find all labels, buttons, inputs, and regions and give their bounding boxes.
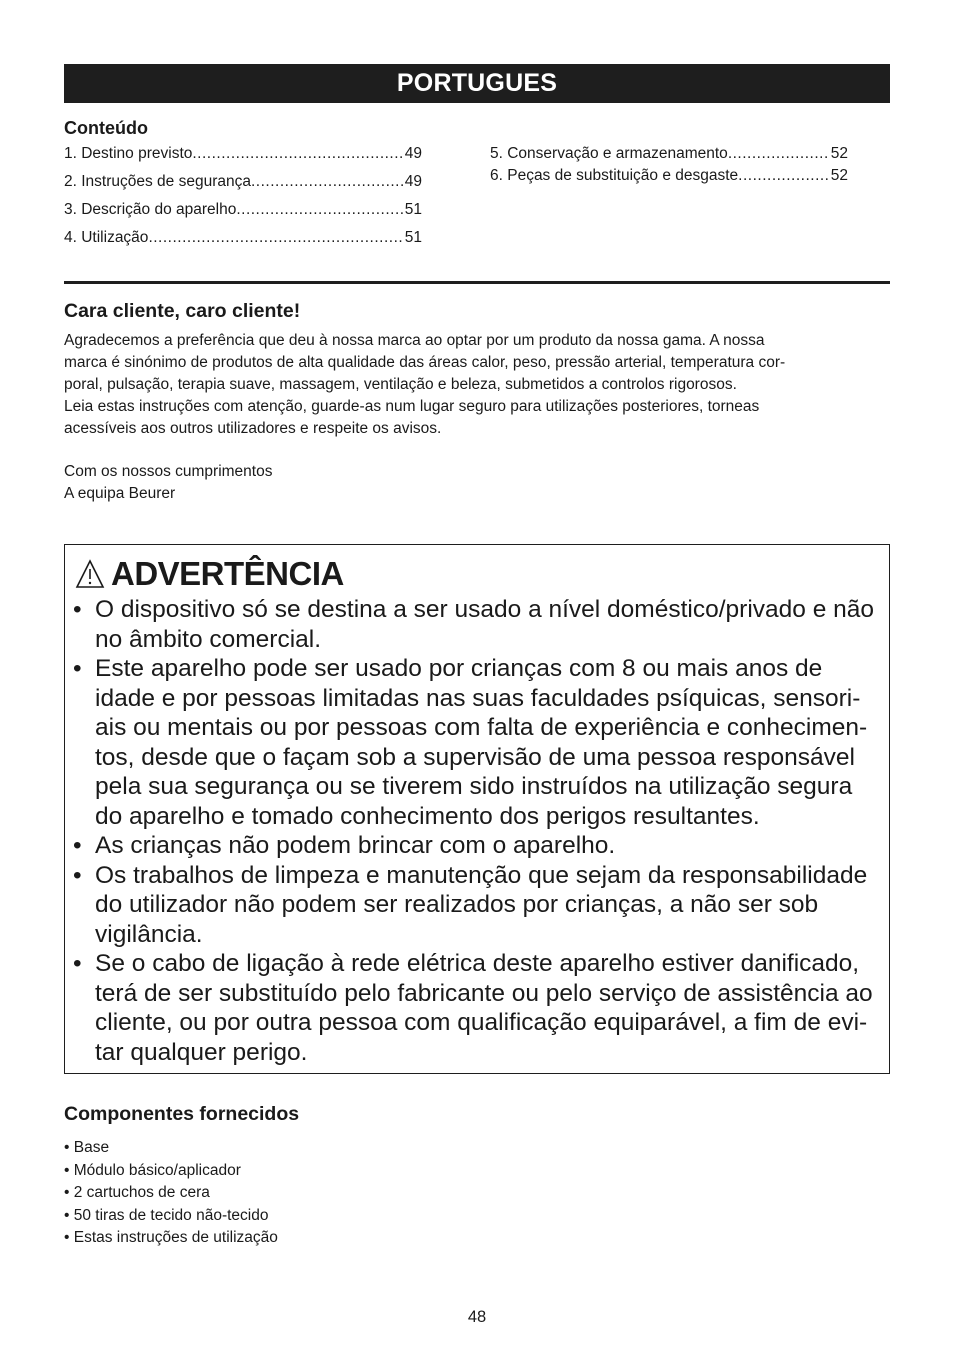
list-item: • Estas instruções de utilização	[64, 1229, 278, 1247]
warning-line: vigilância.	[95, 920, 203, 948]
warning-list	[73, 595, 881, 1067]
warning-line: no âmbito comercial.	[95, 625, 322, 653]
components-list	[64, 1137, 278, 1250]
signoff-line: Com os nossos cumprimentos	[64, 463, 273, 480]
warning-line: terá de ser substituído pelo fabricante ou pelo serviço de assistência ao	[95, 979, 873, 1007]
list-item: • 2 cartuchos de cera	[64, 1184, 210, 1202]
warning-line: Este aparelho pode ser usado por crianças com 8 ou mais anos de	[95, 655, 823, 682]
intro-line: acessíveis aos outros utilizadores e respeite os avisos.	[64, 420, 442, 437]
warning-line: cliente, ou por outra pessoa com qualificação equiparável, a fim de evi-	[95, 1009, 868, 1036]
warning-triangle-icon	[75, 558, 105, 590]
bullet: •	[73, 832, 82, 859]
warning-box	[64, 544, 890, 1074]
toc-entry-page: 52	[830, 145, 848, 162]
components-title: Componentes fornecidos	[64, 1103, 300, 1125]
warning-line: O dispositivo só se destina a ser usado a nível doméstico/privado e não	[95, 596, 874, 623]
intro-line: poral, pulsação, terapia suave, massagem, ventilação e beleza, submetidos a controlos rigorosos.	[64, 376, 737, 393]
page-number: 48	[467, 1308, 487, 1326]
list-item: • Módulo básico/aplicador	[64, 1161, 241, 1179]
bullet: •	[73, 861, 82, 889]
toc-leader-dots	[738, 167, 829, 185]
intro-line: Leia estas instruções com atenção, guarde-as num lugar seguro para utilizações posteriores, torneas	[64, 398, 760, 415]
warning-header	[75, 555, 344, 593]
toc-entry[interactable]	[64, 201, 422, 229]
toc-entry-text: 3. Descrição do aparelho	[64, 201, 237, 218]
toc-entry-text: 5. Conservação e armazenamento	[490, 145, 728, 162]
warning-line: do utilizador não podem ser realizados por crianças, a não ser sob	[95, 891, 819, 918]
warning-line: Os trabalhos de limpeza e manutenção que sejam da responsabilidade	[95, 861, 868, 889]
warning-item	[73, 949, 881, 1067]
bullet: •	[73, 655, 82, 682]
toc-entry-text: 6. Peças de substituição e desgaste	[490, 167, 739, 184]
toc-leader-dots	[728, 145, 829, 163]
warning-item	[73, 595, 881, 654]
toc-title: Conteúdo	[64, 118, 148, 138]
language-banner	[64, 64, 890, 103]
warning-title: ADVERTÊNCIA	[111, 555, 344, 592]
intro-line: Agradecemos a preferência que deu à nossa marca ao optar por um produto da nossa gama. A nossa	[64, 332, 765, 349]
toc-entry-page: 49	[404, 173, 422, 190]
language-title: PORTUGUES	[396, 69, 558, 97]
warning-item	[73, 654, 881, 831]
list-item: • Base	[64, 1139, 110, 1156]
toc-leader-dots	[251, 173, 403, 191]
toc-entry[interactable]	[490, 167, 848, 189]
warning-item	[73, 831, 881, 861]
toc-entry-page: 49	[404, 145, 422, 162]
toc-entry-text: 2. Instruções de segurança	[64, 173, 251, 190]
warning-line: pela sua segurança ou se tiverem sido instruídos na utilização segura	[95, 773, 853, 800]
warning-line: Se o cabo de ligação à rede elétrica deste aparelho estiver danificado,	[95, 950, 860, 977]
intro-line: marca é sinónimo de produtos de alta qualidade das áreas calor, peso, pressão arterial, temperatura cor-	[64, 354, 786, 371]
warning-line: idade e por pessoas limitadas nas suas faculdades psíquicas, sensori-	[95, 684, 861, 712]
toc-entry-page: 52	[830, 167, 848, 184]
list-item: • 50 tiras de tecido não-tecido	[64, 1206, 269, 1224]
warning-line: do aparelho e tomado conhecimento dos perigos resultantes.	[95, 802, 760, 830]
warning-item	[73, 861, 881, 950]
greeting-title: Cara cliente, caro cliente!	[64, 300, 301, 322]
bullet: •	[73, 596, 82, 623]
toc-leader-dots	[192, 145, 402, 163]
toc-entry-page: 51	[404, 201, 422, 218]
toc-entry-text: 1. Destino previsto	[64, 145, 193, 162]
signoff	[64, 461, 272, 505]
signoff-line: A equipa Beurer	[64, 485, 176, 502]
section-divider	[64, 281, 890, 284]
warning-line: tos, desde que o façam sob a supervisão de uma pessoa responsável	[95, 743, 855, 771]
toc-leader-dots	[148, 229, 402, 247]
toc-entry-page: 51	[404, 229, 422, 246]
toc-column-right	[490, 145, 848, 189]
toc-entry[interactable]	[64, 229, 422, 257]
warning-line: As crianças não podem brincar com o aparelho.	[95, 832, 616, 859]
warning-line: tar qualquer perigo.	[95, 1038, 308, 1066]
intro-paragraph	[64, 330, 890, 440]
toc-entry[interactable]	[64, 173, 422, 201]
toc-leader-dots	[236, 201, 402, 219]
toc-column-left	[64, 145, 422, 257]
bullet: •	[73, 950, 82, 977]
toc-entry[interactable]	[490, 145, 848, 167]
toc-entry-text: 4. Utilização	[64, 229, 149, 246]
toc-entry[interactable]	[64, 145, 422, 173]
warning-line: ais ou mentais ou por pessoas com falta de experiência e conhecimen-	[95, 714, 868, 741]
